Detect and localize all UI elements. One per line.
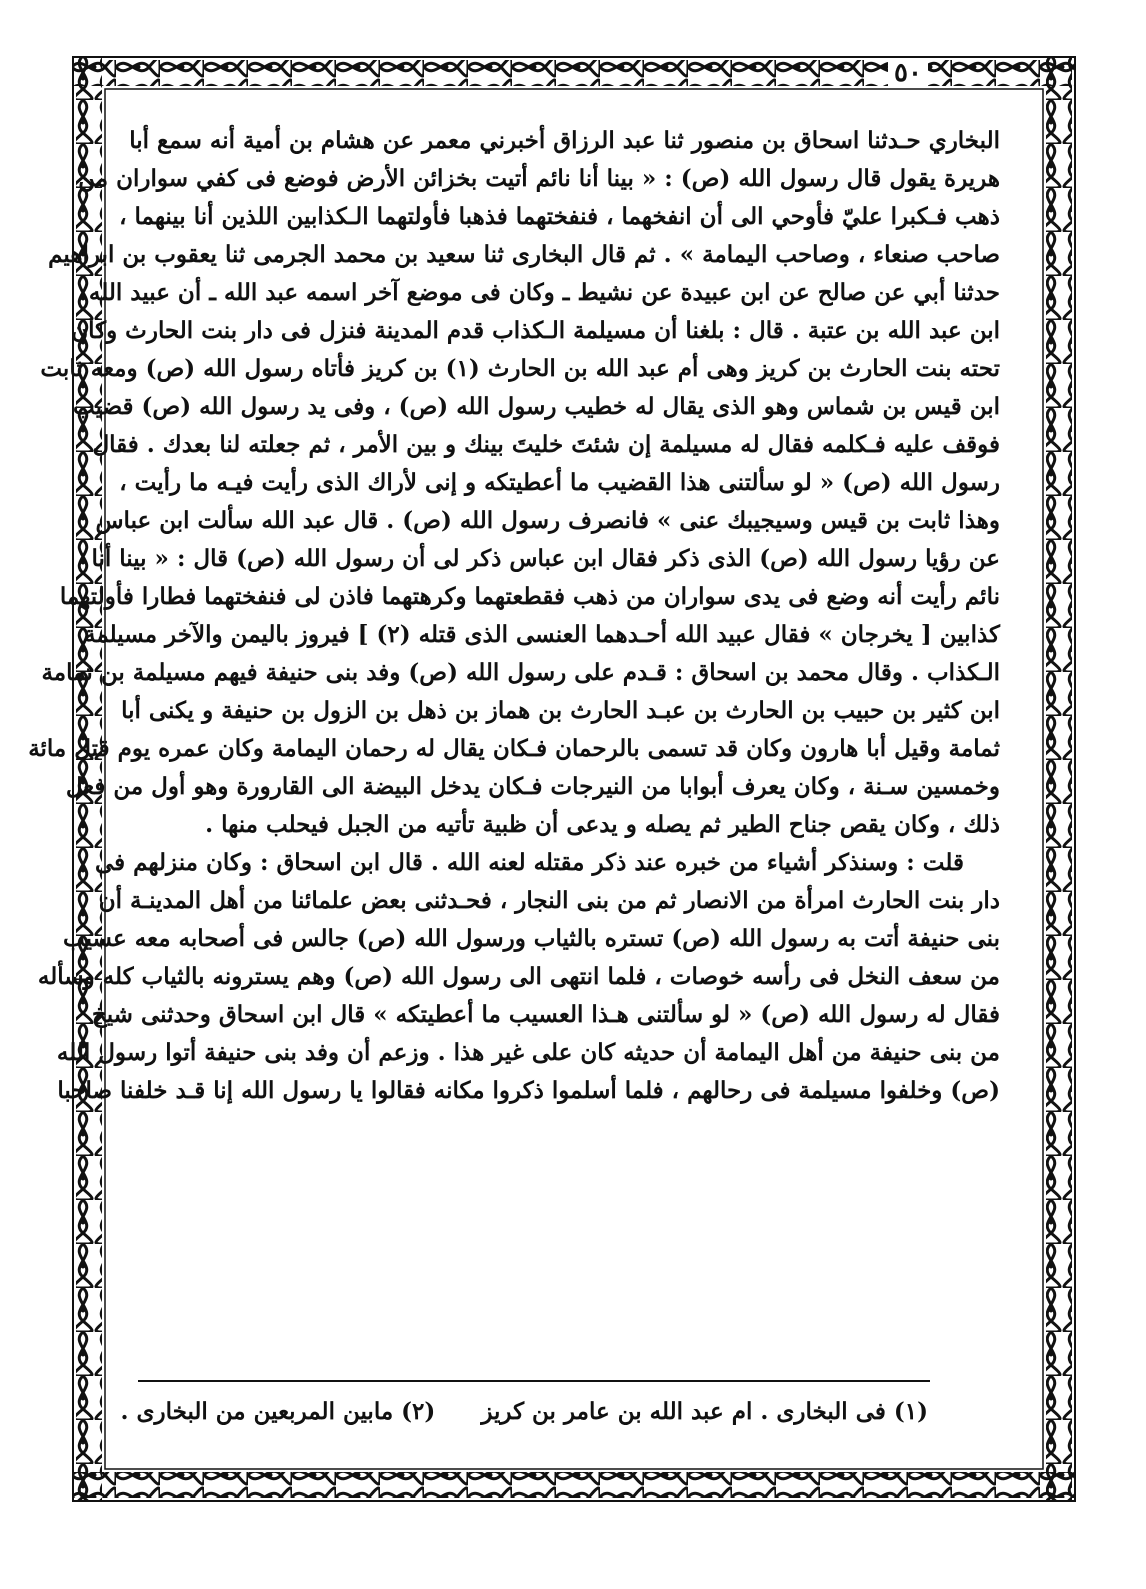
text-line: عن رؤيا رسول الله (ص) الذى ذكر فقال ابن عباس ذكر لى أن رسول الله (ص) قال : « بينا أنا — [91, 545, 1000, 572]
text-line: وخمسين سـنة ، وكان يعرف أبوابا من النيرجات فـكان يدخل البيضة الى القارورة وهو أول من فعل — [65, 773, 1000, 800]
footnote-2: (٢) مابين المربعين من البخارى . — [120, 1398, 436, 1425]
footnote-1: (١) فى البخارى . ام عبد الله بن عامر بن كريز — [481, 1398, 928, 1425]
text-line: صاحب صنعاء ، وصاحب اليمامة » . ثم قال البخارى ثنا سعيد بن محمد الجرمى ثنا يعقوب بن ابراهيم — [48, 241, 1000, 268]
text-line: ذلك ، وكان يقص جناح الطير ثم يصله و يدعى أن ظبية تأتيه من الجبل فيحلب منها . — [205, 811, 1000, 838]
text-line: ابن عبد الله بن عتبة . قال : بلغنا أن مسيلمة الـكذاب قدم المدينة فنزل فى دار بنت الحارث وكان — [71, 317, 1000, 344]
text-line: ابن قيس بن شماس وهو الذى يقال له خطيب رسول الله (ص) ، وفى يد رسول الله (ص) قضيب — [73, 393, 1000, 420]
text-line: هريرة يقول قال رسول الله (ص) : « بينا أنا نائم أتيت بخزائن الأرض فوضع فى كفي سواران من — [78, 165, 1000, 192]
text-line: (ص) وخلفوا مسيلمة فى رحالهم ، فلما أسلموا ذكروا مكانه فقالوا يا رسول الله إنا قـد خلفنا صاحبا — [57, 1077, 1000, 1104]
text-line: من بنى حنيفة من أهل اليمامة أن حديثه كان على غير هذا . وزعم أن وفد بنى حنيفة أتوا رسول الله — [56, 1039, 1000, 1066]
text-line: دار بنت الحارث امرأة من الانصار ثم من بنى النجار ، فحـدثنى بعض علمائنا من أهل المدينـة أن — [98, 887, 1000, 914]
text-line: نائم رأيت أنه وضع فى يدى سواران من ذهب فقطعتهما وكرهتهما فاذن لى فنفختهما فطارا فأولتهما — [59, 583, 1000, 610]
text-line: الـكذاب . وقال محمد بن اسحاق : قـدم على رسول الله (ص) وفد بنى حنيفة فيهم مسيلمة بن ثمامة — [41, 659, 1000, 686]
main-text — [28, 122, 1000, 1370]
text-line: من سعف النخل فى رأسه خوصات ، فلما انتهى الى رسول الله (ص) وهم يسترونه بالثياب كله وسأله — [37, 963, 1000, 990]
text-line: ثمامة وقيل أبا هارون وكان قد تسمى بالرحمان فـكان يقال له رحمان اليمامة وكان عمره يوم قتل مائة — [28, 735, 1000, 762]
text-line: قلت : وسنذكر أشياء من خبره عند ذكر مقتله لعنه الله . قال ابن اسحاق : وكان منزلهم فى — [94, 849, 964, 876]
footnotes — [120, 1392, 928, 1432]
text-line: كذابين [ يخرجان » فقال عبيد الله أحـدهما العنسى الذى قتله (٢) ] فيروز باليمن والآخر مسيلمة — [84, 621, 1000, 648]
text-line: حدثنا أبي عن صالح عن ابن عبيدة عن نشيط ـ وكان فى موضع آخر اسمه عبد الله ـ أن عبيد الله — [88, 279, 1000, 306]
footnote-divider — [138, 1380, 930, 1382]
text-line: ابن كثير بن حبيب بن الحارث بن عبـد الحارث بن هماز بن ذهل بن الزول بن حنيفة و يكنى أبا — [121, 697, 1000, 724]
text-line: فقال له رسول الله (ص) « لو سألتنى هـذا العسيب ما أعطيتكه » قال ابن اسحاق وحدثنى شيخ — [91, 1001, 1000, 1028]
text-line: وهذا ثابت بن قيس وسيجيبك عنى » فانصرف رسول الله (ص) . قال عبد الله سألت ابن عباس — [95, 507, 1000, 534]
text-line: بنى حنيفة أتت به رسول الله (ص) تستره بالثياب ورسول الله (ص) جالس فى أصحابه معه عسيب — [63, 925, 1000, 952]
page-number: ٥٠ — [888, 58, 928, 88]
text-line: البخاري حـدثنا اسحاق بن منصور ثنا عبد الرزاق أخبرني معمر عن هشام بن أمية أنه سمع أبا — [129, 127, 1000, 154]
text-line: تحته بنت الحارث بن كريز وهى أم عبد الله بن الحارث (١) بن كريز فأتاه رسول الله (ص) ومعه ثابت — [40, 355, 1000, 382]
text-line: ذهب فـكبرا عليّ فأوحي الى أن انفخهما ، فنفختهما فذهبا فأولتهما الـكذابين اللذين أنا بينهما ، — [119, 203, 1000, 230]
text-line: رسول الله (ص) « لو سألتنى هذا القضيب ما أعطيتكه و إنى لأراك الذى رأيت فيـه ما رأيت ، — [119, 469, 1000, 496]
text-line: فوقف عليه فـكلمه فقال له مسيلمة إن شئتَ خليتَ بينك و بين الأمر ، ثم جعلته لنا بعدك . فقال — [92, 431, 1000, 458]
